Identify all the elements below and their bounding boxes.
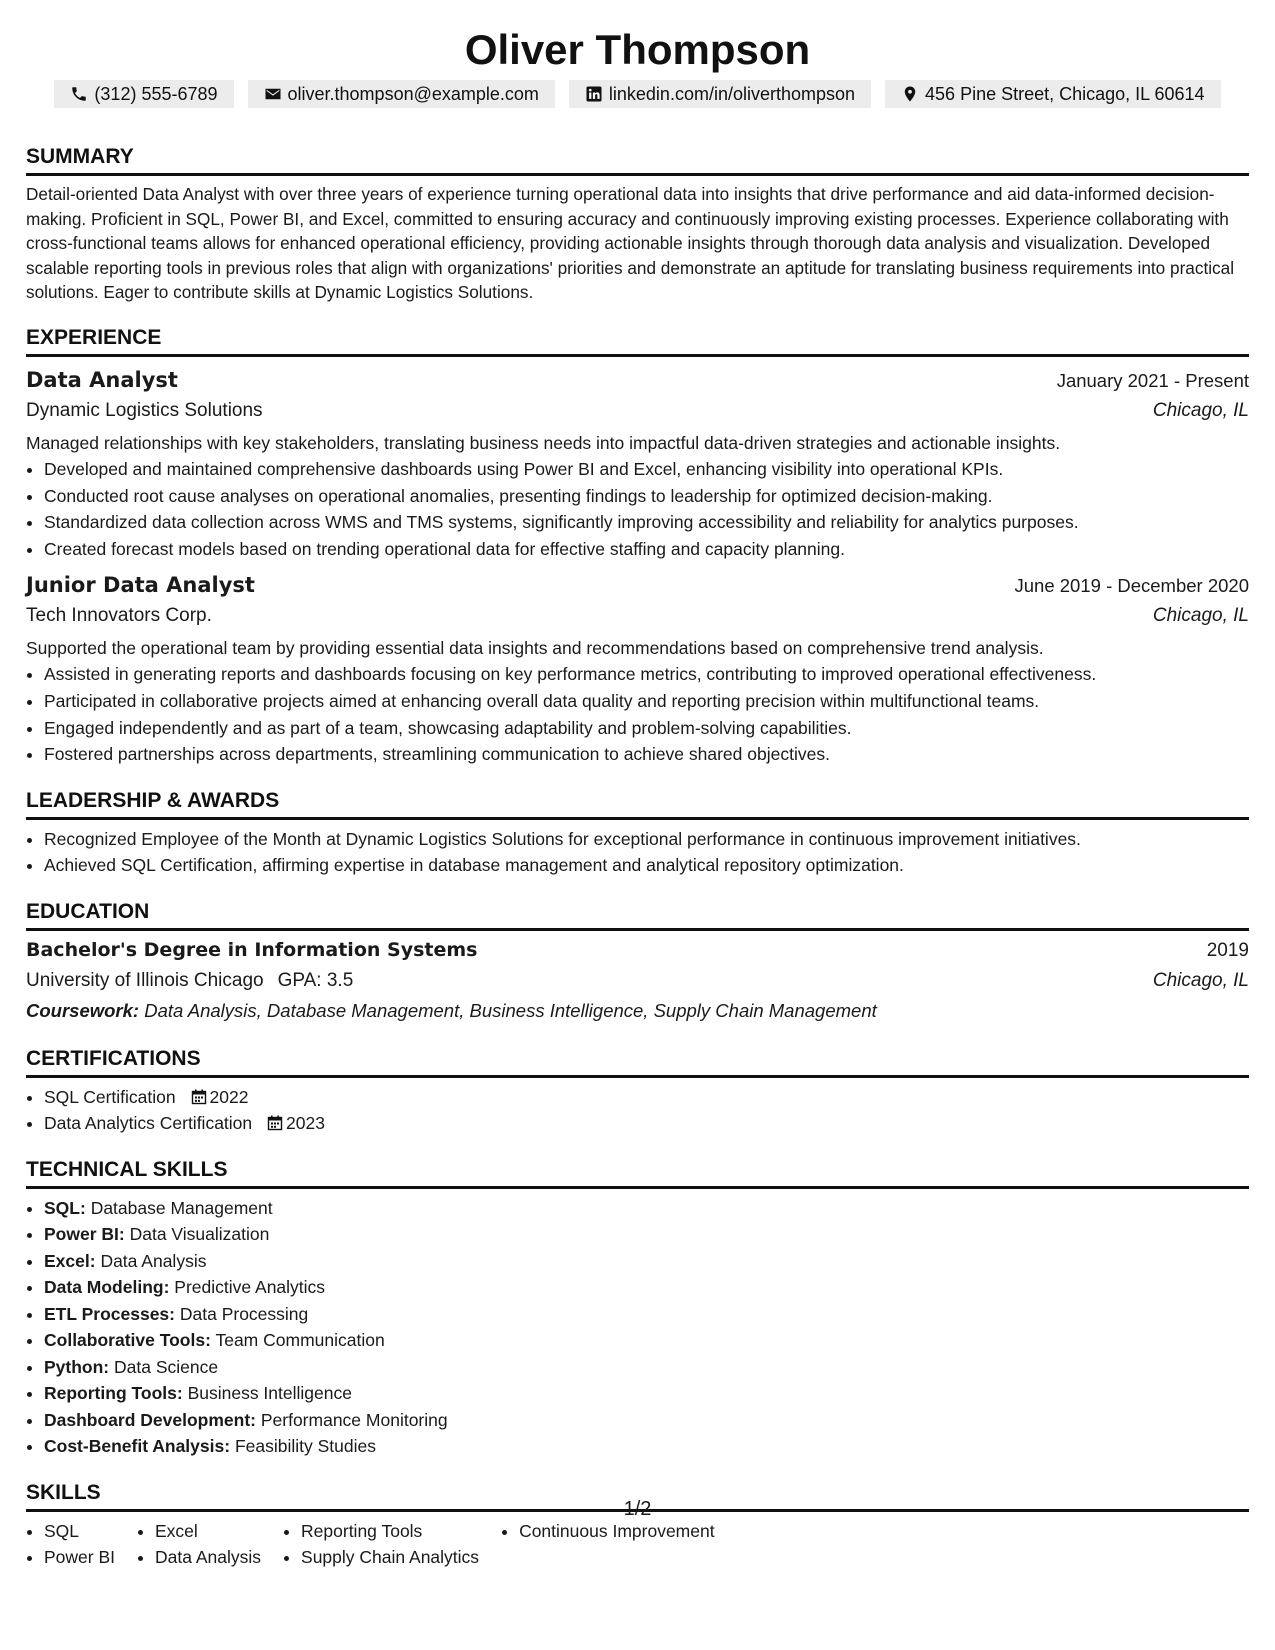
contact-bar [26,80,1249,108]
summary-text: Detail-oriented Data Analyst with over three years of experience turning operational data into insights that drive performance and aid data-informed decision-making. Proficient in SQL, Power BI, and Excel, committed to ensuring accuracy and continuously improving existing processes. Experience collaborating with cross-functional teams allows for enhanced operational efficiency, providing actionable insights through thorough data analysis and visualization. Developed scalable reporting tools in previous roles that align with organizations' priorities and demonstrate an aptitude for translating business requirements into practical solutions. Eager to contribute skills at Dynamic Logistics Solutions. [26,184,1235,303]
list-item [44,1380,1249,1407]
education-coursework [26,996,1249,1026]
list-item: • Participated in collaborative projects aimed at enhancing overall data quality and reporting precision within multifunctional teams. [44,688,1249,715]
resume-page [26,0,1249,1571]
experience-section [26,325,1249,768]
education-section [26,899,1249,1026]
skill-detail: Data Visualization [129,1224,270,1245]
job-company: Tech Innovators Corp. [26,605,212,627]
list-item: • SQL [44,1518,115,1545]
skill-name: SQL: [44,1197,86,1218]
list-item [44,1407,1249,1434]
list-item: • Power BI [44,1544,115,1571]
job-title: Data Analyst [26,367,178,392]
technical-skills-heading: TECHNICAL SKILLS [26,1157,1249,1189]
certification-name: Data Analytics Certification [44,1113,253,1134]
job-dates: June 2019 - December 2020 [1014,575,1249,597]
skill-detail: Data Processing [179,1303,309,1324]
list-item [44,1433,1249,1460]
list-item: • Reporting Tools [301,1518,479,1545]
list-item: • Continuous Improvement [519,1518,715,1545]
job-entry [26,570,1249,767]
job-description: Managed relationships with key stakeholders, translating business needs into impactful data-driven strategies and actionable insights. [26,432,1061,453]
skill-detail: Team Communication [215,1330,385,1351]
job-location: Chicago, IL [1152,399,1249,421]
job-entry [26,365,1249,562]
list-item: • Fostered partnerships across departments, streamlining communication to achieve shared objectives. [44,741,1249,768]
skill-name: Python: [44,1356,110,1377]
list-item: • Developed and maintained comprehensive dashboards using Power BI and Excel, enhancing visibility into operational KPIs. [44,456,1249,483]
skill-name: Reporting Tools: [44,1383,183,1404]
skill-name: Collaborative Tools: [44,1330,211,1351]
leadership-list [26,826,1249,879]
skill-detail: Data Science [114,1356,219,1377]
email-text: oliver.thompson@example.com [287,84,539,104]
list-item [44,1084,1249,1111]
summary-section [26,144,1249,305]
skill-detail: Business Intelligence [187,1383,352,1404]
address-text: 456 Pine Street, Chicago, IL 60614 [925,84,1205,104]
certification-year: 2022 [209,1086,249,1107]
calendar-icon [191,1089,207,1105]
job-bullets [26,456,1249,562]
job-title: Junior Data Analyst [26,573,255,598]
map-pin-icon [901,85,919,103]
certification-name: SQL Certification [44,1086,176,1107]
skill-name: ETL Processes: [44,1303,175,1324]
technical-skills-list [26,1195,1249,1460]
list-item: • Supply Chain Analytics [301,1544,479,1571]
technical-skills-section [26,1157,1249,1460]
list-item [44,1274,1249,1301]
list-item: • Recognized Employee of the Month at Dynamic Logistics Solutions for exceptional performance in continuous improvement initiatives. [44,826,1249,853]
contact-phone[interactable] [54,80,233,108]
list-item [44,1195,1249,1222]
list-item [44,1221,1249,1248]
skills-columns [26,1518,1249,1571]
linkedin-text: linkedin.com/in/oliverthompson [608,84,856,104]
skill-name: Cost-Benefit Analysis: [44,1436,231,1457]
page-number: 1/2 [623,1498,652,1520]
job-dates: January 2021 - Present [1056,369,1249,391]
experience-heading: EXPERIENCE [26,325,1249,357]
skills-column [501,1518,715,1571]
skill-name: Excel: [44,1250,96,1271]
education-degree: Bachelor's Degree in Information Systems [26,938,478,961]
calendar-icon [267,1115,283,1131]
contact-email[interactable] [248,80,555,108]
list-item [44,1327,1249,1354]
list-item: • Assisted in generating reports and dashboards focusing on key performance metrics, contributing to improved operational effectiveness. [44,661,1249,688]
education-heading: EDUCATION [26,899,1249,931]
job-description: Supported the operational team by providing essential data insights and recommendations based on comprehensive trend analysis. [26,638,1044,659]
certifications-heading: CERTIFICATIONS [26,1046,1249,1078]
list-item [44,1354,1249,1381]
leadership-section [26,788,1249,879]
skill-detail: Predictive Analytics [174,1277,326,1298]
list-item: • Created forecast models based on trending operational data for effective staffing and capacity planning. [44,536,1249,563]
list-item: • Achieved SQL Certification, affirming expertise in database management and analytical repository optimization. [44,852,1249,879]
job-bullets [26,661,1249,767]
certification-year: 2023 [286,1113,325,1134]
phone-icon [70,85,88,103]
list-item: • Engaged independently and as part of a team, showcasing adaptability and problem-solving capabilities. [44,715,1249,742]
skills-column [26,1518,115,1571]
list-item: • Data Analysis [155,1544,261,1571]
envelope-icon [264,85,282,103]
summary-heading: SUMMARY [26,144,1249,176]
certifications-section [26,1046,1249,1137]
skills-column [283,1518,479,1571]
list-item [44,1248,1249,1275]
contact-linkedin[interactable] [569,80,871,108]
skill-detail: Database Management [90,1197,273,1218]
skill-name: Dashboard Development: [44,1409,256,1430]
skills-section [26,1480,1249,1571]
skill-name: Data Modeling: [44,1277,170,1298]
list-item: • Excel [155,1518,261,1545]
coursework-text: Data Analysis, Database Management, Business Intelligence, Supply Chain Management [144,999,877,1021]
skills-heading: SKILLS [26,1480,1249,1512]
candidate-name: Oliver Thompson [464,26,811,73]
list-item [44,1301,1249,1328]
skill-detail: Feasibility Studies [234,1436,376,1457]
list-item: • Standardized data collection across WMS and TMS systems, significantly improving accessibility and reliability for analytics purposes. [44,509,1249,536]
job-company: Dynamic Logistics Solutions [26,399,263,421]
linkedin-icon [585,85,603,103]
education-school: University of Illinois Chicago [26,969,264,991]
skill-name: Power BI: [44,1224,125,1245]
list-item [44,1110,1249,1137]
contact-address[interactable] [885,80,1221,108]
skills-column [137,1518,261,1571]
list-item: • Conducted root cause analyses on operational anomalies, presenting findings to leadership for optimized decision-making. [44,483,1249,510]
phone-text: (312) 555-6789 [94,84,218,104]
leadership-heading: LEADERSHIP & AWARDS [26,788,1249,820]
job-location: Chicago, IL [1152,605,1249,627]
skill-detail: Performance Monitoring [260,1409,448,1430]
skill-detail: Data Analysis [100,1250,207,1271]
education-gpa: GPA: 3.5 [277,969,354,991]
certifications-list [26,1084,1249,1137]
education-location: Chicago, IL [1152,969,1249,991]
education-year: 2019 [1206,939,1249,961]
coursework-label: Coursework: [26,999,140,1021]
